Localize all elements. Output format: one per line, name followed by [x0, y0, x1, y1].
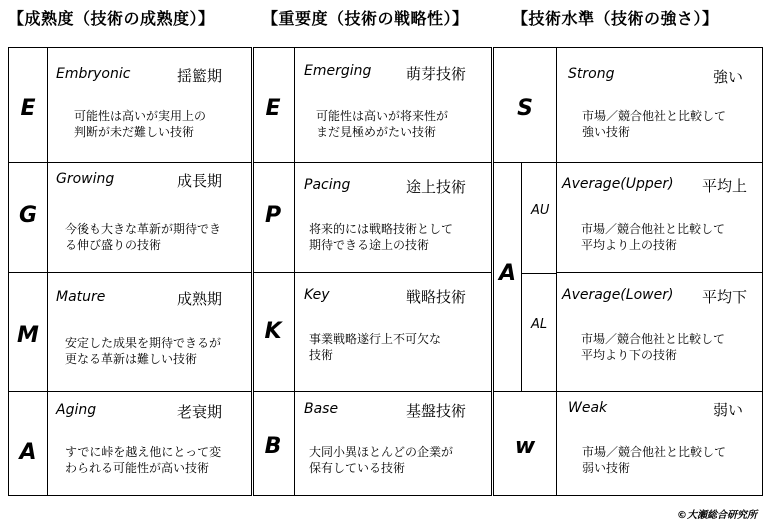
level-en-label: Weak — [568, 400, 608, 416]
importance-letter: P — [264, 203, 282, 228]
level-jp-label: 強い — [713, 68, 744, 86]
importance-description: 可能性は高いが将来性が まだ見極めがたい技術 — [316, 109, 449, 139]
importance-description: 事業戦略遂行上不可欠な 技術 — [309, 332, 442, 362]
maturity-description: 安定した成果を期待できるが 更なる革新は難しい技術 — [65, 336, 222, 366]
level-header: 【技術水準（技術の強さ）】 — [512, 9, 719, 28]
level-description: 市場／競合他社と比較して 平均より上の技術 — [581, 222, 726, 252]
level-row-strong — [494, 48, 762, 162]
maturity-jp-label: 揺籃期 — [177, 67, 223, 85]
maturity-header: 【成熟度（技術の成熟度）】 — [8, 9, 215, 28]
importance-en-label: Pacing — [304, 177, 351, 193]
maturity-row-embryonic — [9, 48, 251, 162]
level-description: 市場／競合他社と比較して 平均より下の技術 — [581, 332, 726, 362]
maturity-jp-label: 成長期 — [177, 172, 223, 190]
maturity-row-aging — [9, 391, 251, 497]
level-en-label: Average(Upper) — [562, 176, 674, 192]
importance-panel — [253, 47, 492, 496]
maturity-en-label: Growing — [56, 171, 115, 187]
importance-en-label: Key — [304, 287, 330, 303]
level-average-split — [521, 273, 556, 274]
importance-en-label: Base — [304, 401, 339, 417]
importance-row-base — [254, 391, 491, 497]
maturity-en-label: Mature — [56, 289, 106, 305]
level-description: 市場／競合他社と比較して 強い技術 — [582, 109, 727, 139]
importance-jp-label: 萌芽技術 — [406, 65, 467, 83]
importance-header: 【重要度（技術の戦略性）】 — [262, 9, 469, 28]
level-panel — [493, 47, 763, 496]
level-sub-label: AU — [531, 203, 550, 218]
maturity-description: 可能性は高いが実用上の 判断が未だ難しい技術 — [74, 109, 207, 139]
level-jp-label: 弱い — [713, 401, 744, 419]
importance-row-key — [254, 272, 491, 392]
maturity-jp-label: 成熟期 — [177, 290, 223, 308]
level-row-upper — [556, 162, 762, 273]
level-en-label: Strong — [568, 66, 615, 82]
level-average-cell — [494, 162, 556, 391]
importance-jp-label: 戦略技術 — [406, 288, 467, 306]
maturity-description: 今後も大きな革新が期待でき る伸び盛りの技術 — [65, 222, 222, 252]
maturity-row-growing — [9, 162, 251, 273]
level-jp-label: 平均上 — [702, 177, 748, 195]
level-row-weak — [494, 391, 762, 497]
maturity-jp-label: 老衰期 — [177, 403, 223, 421]
importance-row-emerging — [254, 48, 491, 162]
level-average-divider — [521, 163, 522, 391]
maturity-row-mature — [9, 272, 251, 392]
maturity-description: すでに峠を越え他にとって変 わられる可能性が高い技術 — [65, 445, 222, 475]
maturity-en-label: Aging — [56, 402, 97, 418]
importance-row-pacing — [254, 162, 491, 273]
importance-jp-label: 基盤技術 — [406, 402, 467, 420]
maturity-en-label: Embryonic — [56, 66, 131, 82]
maturity-letter: E — [20, 96, 36, 121]
level-jp-label: 平均下 — [702, 288, 748, 306]
importance-jp-label: 途上技術 — [406, 178, 467, 196]
importance-letter: B — [264, 434, 282, 459]
level-letter: S — [517, 96, 533, 121]
level-row-lower — [556, 272, 762, 392]
copyright-credit: ©大瀬総合研究所 — [677, 510, 757, 521]
importance-description: 将来的には戦略技術として 期待できる途上の技術 — [309, 222, 454, 252]
maturity-letter: A — [19, 440, 37, 465]
maturity-panel — [8, 47, 252, 496]
importance-letter: K — [264, 319, 282, 344]
level-letter: A — [498, 261, 517, 286]
importance-description: 大同小異ほとんどの企業が 保有している技術 — [309, 445, 454, 475]
importance-letter: E — [265, 96, 281, 121]
level-description: 市場／競合他社と比較して 弱い技術 — [582, 445, 727, 475]
maturity-letter: G — [18, 203, 38, 228]
level-en-label: Average(Lower) — [562, 287, 674, 303]
importance-en-label: Emerging — [304, 63, 372, 79]
level-sub-label: AL — [531, 317, 548, 332]
level-letter: w — [514, 434, 536, 459]
maturity-letter: M — [17, 323, 39, 348]
